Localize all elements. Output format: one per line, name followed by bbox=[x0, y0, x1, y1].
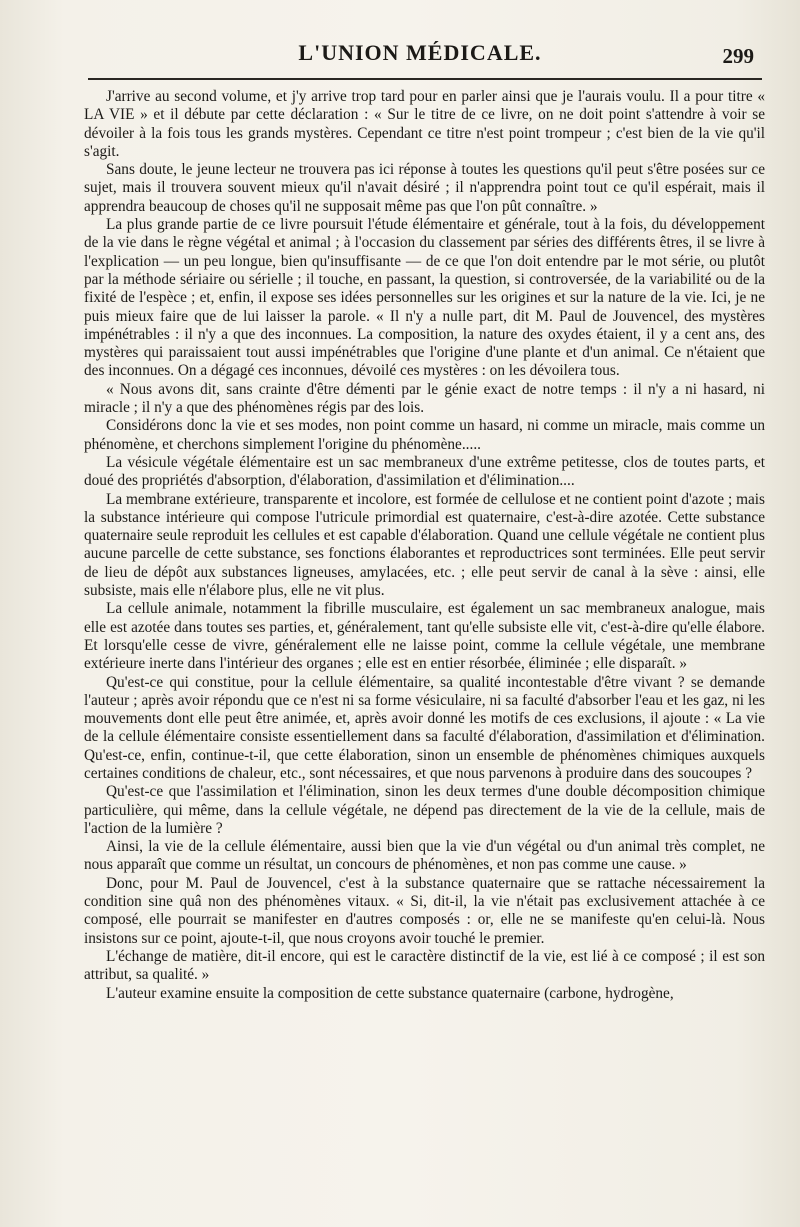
paragraph: La plus grande partie de ce livre poursuit l'étude élémentaire et générale, tout à la fois, du développement de la vie dans le règne végétal et animal ; à l'occasion du classement par séries des différents êtres, il se livre à l'explication — un peu longue, bien qu'insuffisante — de ce que l'on doit entendre par le mot série, ou plutôt par la méthode sériaire ou sérielle ; il touche, en passant, la question, si controversée, de la variabilité ou de la fixité de l'espèce ; et, enfin, il expose ses idées personnelles sur les origines et sur la nature de la vie. Ici, je ne puis mieux faire que de lui laisser la parole. « Il n'y a nulle part, dit M. Paul de Jouvencel, des mystères impénétrables : il n'y a que des inconnues. La composition, la nature des oxydes étaient, il y a cent ans, des mystères qui paraissaient tout aussi impénétrables que l'origine d'une plante et d'un animal. Ce n'étaient que des inconnues. On a dégagé ces inconnues, dévoilé ces mystères : on les dévoilera tous. bbox=[84, 216, 765, 380]
body-text bbox=[84, 88, 765, 1003]
paragraph: L'échange de matière, dit-il encore, qui est le caractère distinctif de la vie, est lié à ce composé ; il est son attribut, sa qualité. » bbox=[84, 947, 765, 984]
paragraph: Sans doute, le jeune lecteur ne trouvera pas ici réponse à toutes les questions qu'il peut s'être posées sur ce sujet, mais il trouvera souvent mieux qu'il n'avait désiré ; il n'apprendra point tout ce qu'il espérait, mais il apprendra beaucoup de choses qu'il ne supposait même pas que l'on pût connaître. » bbox=[84, 161, 765, 215]
paragraph: J'arrive au second volume, et j'y arrive trop tard pour en parler ainsi que je l'aurais voulu. Il a pour titre « LA VIE » et il débute par cette déclaration : « Sur le titre de ce livre, on ne doit point s'attendre à voir se dévoiler à la fois tous les grands mystères. Cependant ce titre n'est point trompeur ; c'est bien de la vie qu'il s'agit. bbox=[84, 88, 765, 160]
paragraph: Qu'est-ce que l'assimilation et l'élimination, sinon les deux termes d'une double décomposition chimique particulière, qui même, dans la cellule végétale, ne dépend pas directement de la vie de la cellule, mais de l'action de la lumière ? bbox=[84, 783, 765, 837]
paragraph: La vésicule végétale élémentaire est un sac membraneux d'une extrême petitesse, clos de toutes parts, et doué des propriétés d'absorption, d'élaboration, d'assimilation et d'élimination.... bbox=[84, 453, 765, 490]
running-title: L'UNION MÉDICALE. bbox=[298, 40, 542, 65]
header-rule bbox=[88, 78, 762, 80]
paragraph: « Nous avons dit, sans crainte d'être démenti par le génie exact de notre temps : il n'y a ni hasard, ni miracle ; il n'y a que des phénomènes régis par des lois. bbox=[84, 380, 765, 417]
paragraph: Considérons donc la vie et ses modes, non point comme un hasard, ni comme un miracle, mais comme un phénomène, et cherchons simplement l'origine du phénomène..... bbox=[84, 417, 765, 453]
paragraph: Qu'est-ce qui constitue, pour la cellule élémentaire, sa qualité incontestable d'être vivant ? se demande l'auteur ; après avoir répondu que ce n'est ni sa forme vésiculaire, ni sa faculté d'absorber l'eau et les gaz, ni les mouvements dont elle peut être animée, et, après avoir donné les motifs de ces exclusions, il ajoute : « La vie de la cellule élémentaire consiste essentiellement dans sa faculté d'élaboration, d'assimilation et d'élimination. Qu'est-ce, enfin, continue-t-il, que cette élaboration, sinon un ensemble de phénomènes chimiques auxquels certaines conditions de chaleur, etc., sont nécessaires, et que nous parvenons à produire dans des soucoupes ? bbox=[84, 673, 765, 782]
paragraph: L'auteur examine ensuite la composition de cette substance quaternaire (carbone, hydrogène, bbox=[106, 984, 674, 1002]
paragraph: Donc, pour M. Paul de Jouvencel, c'est à la substance quaternaire que se rattache nécessairement la condition sine quâ non des phénomènes vitaux. « Si, dit-il, la vie n'était pas exclusivement attachée à ce composé, elle pourrait se manifester en d'autres composés : or, elle ne se manifeste qu'en celui-là. Nous insistons sur ce point, ajoute-t-il, que nous croyons avoir touché le premier. bbox=[84, 874, 765, 947]
page-header bbox=[80, 40, 760, 80]
paragraph: Ainsi, la vie de la cellule élémentaire, aussi bien que la vie d'un végétal ou d'un animal très complet, ne nous apparaît que comme un résultat, un concours de phénomènes, et non pas comme une cause. » bbox=[84, 838, 765, 874]
paragraph: La cellule animale, notamment la fibrille musculaire, est également un sac membraneux analogue, mais elle est azotée dans toutes ses parties, et, généralement, tant qu'elle subsiste elle vit, c'est-à-dire qu'elle élabore. Et lorsqu'elle cesse de vivre, généralement elle ne laisse point, comme la cellule végétale, une membrane extérieure inerte dans l'intérieur des organes ; elle est en entier résorbée, éliminée ; elle disparaît. » bbox=[84, 600, 765, 673]
page-number: 299 bbox=[722, 44, 754, 68]
paragraph: La membrane extérieure, transparente et incolore, est formée de cellulose et ne contient point d'azote ; mais la substance intérieure qui compose l'utricule primordial est quaternaire, c'est-à-dire azotée. Cette substance quaternaire seule reproduit les cellules et est capable d'élaboration. Quand une cellule végétale ne contient plus aucune parcelle de cette substance, ses fonctions élaborantes et reproductrices sont terminées. Elle peut servir de lieu de dépôt aux substances ligneuses, amylacées, etc. ; elle peut servir de canal à la sève : ainsi, elle subsiste, mais elle n'élabore plus, elle ne vit plus. bbox=[84, 490, 765, 600]
